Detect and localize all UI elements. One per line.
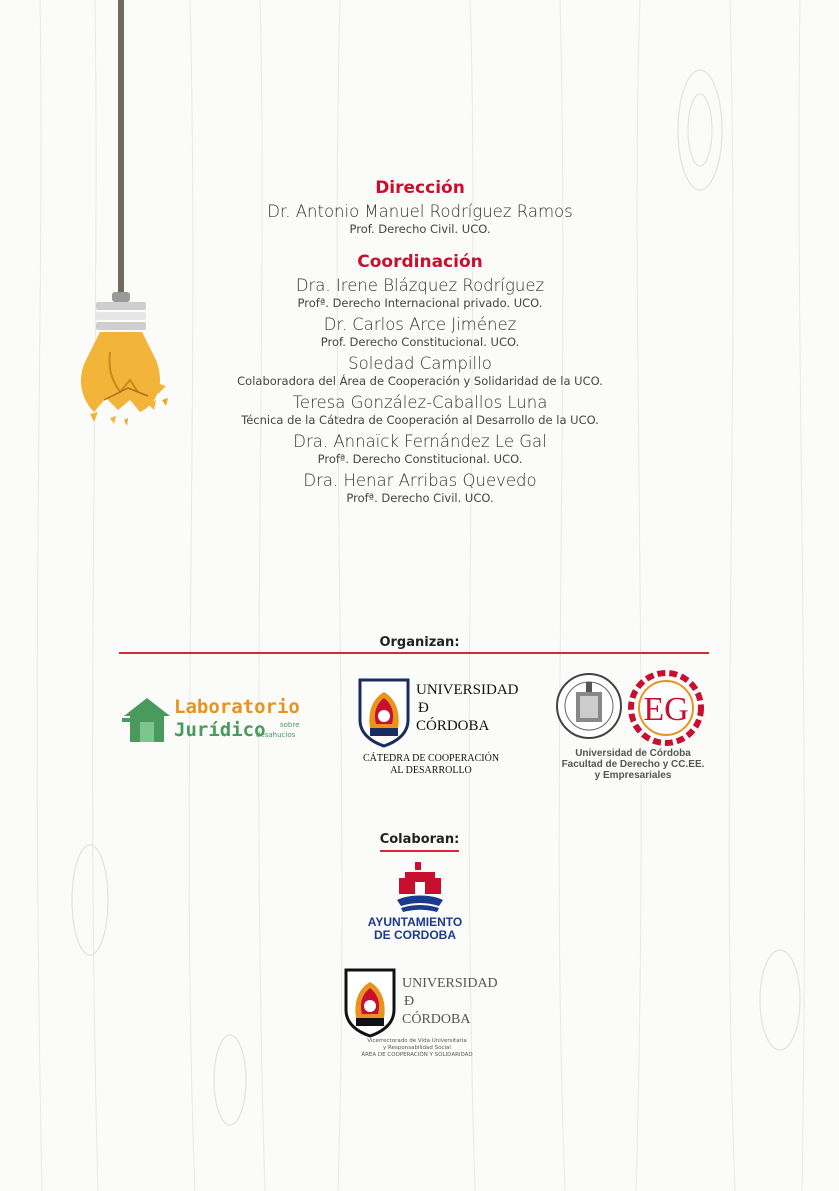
uco-catedra-l2: AL DESARROLLO [390, 765, 472, 776]
organizan-heading [0, 631, 839, 650]
person-name: Teresa González-Caballos Luna [292, 393, 548, 412]
person-name: Dr. Antonio Manuel Rodríguez Ramos [267, 202, 573, 221]
laboratorio-juridico-logo [120, 694, 310, 748]
colaboran-label: Colaboran: [380, 832, 460, 852]
university-seal-icon [554, 668, 624, 748]
lab-desahucios: desahucios [256, 731, 296, 739]
person-name: Dra. Henar Arribas Quevedo [303, 471, 537, 490]
coordinator [170, 432, 670, 466]
person-role: Profª. Derecho Constitucional. UCO. [317, 452, 523, 466]
city-crest-icon [395, 862, 445, 914]
uco2-l2: Ð [404, 994, 415, 1009]
facultad-l3: y Empresariales [594, 770, 672, 781]
organizan-label: Organizan: [379, 635, 460, 650]
ayuntamiento-l2: DE CORDOBA [373, 928, 456, 942]
house-icon [120, 694, 174, 746]
uco2-s1: Vicerrectorado de Vida Universitaria [367, 1038, 467, 1044]
uco-l2: Ð [418, 700, 429, 716]
uco2-l1: UNIVERSIDAD [402, 976, 498, 991]
uco2-subtext [342, 1038, 492, 1059]
facultad-l2: Facultad de Derecho y CC.EE. [561, 759, 705, 770]
coordinator [170, 354, 670, 388]
coordinator [170, 315, 670, 349]
lightbulb-illustration [70, 0, 180, 440]
person-name: Soledad Campillo [348, 354, 492, 373]
organizan-divider [119, 652, 709, 654]
coordinator [170, 471, 670, 505]
lab-line1: Laboratorio [174, 696, 300, 718]
facultad-text [538, 748, 728, 781]
person-role: Profª. Derecho Internacional privado. UCO. [297, 296, 543, 310]
uco-l1: UNIVERSIDAD [416, 682, 519, 698]
uco2-s3: ÁREA DE COOPERACIÓN Y SOLIDARIDAD [361, 1052, 473, 1058]
uco-area-cooperacion-logo [342, 966, 498, 1066]
ayuntamiento-cordoba-logo [360, 862, 480, 952]
direccion-heading: Dirección [375, 178, 465, 198]
faculty-emblem-icon [628, 670, 704, 746]
uco-catedra-logo [356, 676, 519, 780]
uco2-l3: CÓRDOBA [402, 1012, 471, 1027]
person-role: Prof. Derecho Constitucional. UCO. [320, 335, 520, 349]
person-role: Prof. Derecho Civil. UCO. [349, 222, 491, 236]
uco-shield-icon [356, 676, 412, 748]
director [170, 202, 670, 236]
uco-catedra-l1: CÁTEDRA DE COOPERACIÓN [362, 753, 500, 764]
uco-shield-icon [342, 966, 398, 1038]
coordinator [170, 393, 670, 427]
person-name: Dra. Irene Blázquez Rodríguez [295, 276, 545, 295]
lab-line2: Jurídico [174, 719, 266, 741]
facultad-derecho-logo [538, 668, 728, 788]
coordinacion-heading: Coordinación [357, 252, 483, 272]
person-name: Dr. Carlos Arce Jiménez [323, 315, 517, 334]
person-role: Técnica de la Cátedra de Cooperación al Desarrollo de la UCO. [241, 413, 599, 427]
lab-sobre: sobre [280, 721, 300, 729]
ayuntamiento-l1: AYUNTAMIENTO [367, 915, 463, 929]
svg-text:EG: EG [643, 691, 689, 728]
uco2-s2: y Responsabilidad Social [383, 1045, 451, 1051]
person-role: Profª. Derecho Civil. UCO. [346, 491, 494, 505]
facultad-l1: Universidad de Córdoba [575, 748, 691, 759]
coordinator [170, 276, 670, 310]
colaboran-heading [0, 828, 839, 852]
uco-l3: CÓRDOBA [416, 718, 490, 734]
person-name: Dra. Annaïck Fernández Le Gal [293, 432, 547, 451]
credits-block [170, 176, 670, 505]
person-role: Colaboradora del Área de Cooperación y Solidaridad de la UCO. [237, 374, 603, 388]
ayuntamiento-text [360, 916, 470, 942]
